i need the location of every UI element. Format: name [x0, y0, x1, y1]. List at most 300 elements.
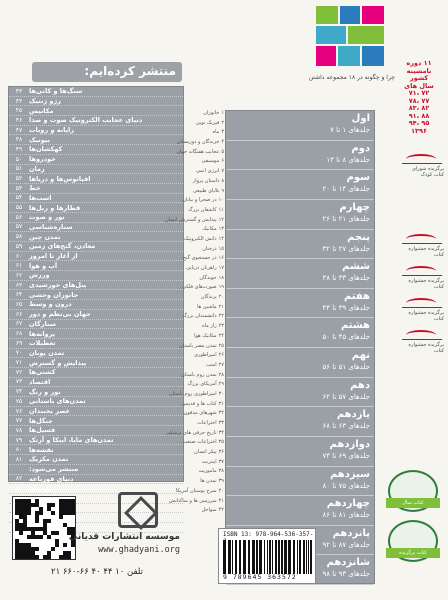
item-title: مکانیک: [202, 226, 217, 233]
item-title: اینترنت: [201, 458, 217, 465]
barcode-bar: [272, 540, 273, 574]
badge-line: ۱۱ دوره: [406, 59, 432, 67]
item-title: اقیانوس‌ها و دریاها: [29, 174, 91, 183]
volume-name: چهارم: [339, 201, 370, 213]
series-volume: [226, 141, 374, 171]
list-item: [9, 213, 183, 223]
item-title: درون و وسط: [29, 300, 72, 309]
item-number: ۹: [221, 187, 224, 194]
item-number: ۵۰: [15, 155, 23, 163]
item-title: مکانیک هوا: [194, 332, 217, 339]
item-title: صورت‌های فلکی: [182, 284, 217, 291]
list-item: [9, 252, 183, 262]
item-number: ۶: [221, 158, 224, 165]
published-heading: منتشر کرده‌ایم:: [32, 62, 182, 82]
series-volume: [226, 289, 374, 319]
item-title: خزندگان و دوزیستان: [176, 139, 220, 146]
badge-year: ۸۲ ،۸۳: [408, 104, 430, 112]
list-item: [182, 313, 224, 323]
qr-cell: [35, 519, 39, 523]
item-title: امپراطوری: [194, 352, 217, 359]
item-number: ۱۵: [218, 245, 224, 252]
item-number: ۶۹: [15, 339, 23, 347]
item-title: جانوران: [203, 110, 220, 116]
item-number: ۳۱: [218, 400, 224, 407]
award-text: برگزیده شورای کتاب کودک: [411, 166, 444, 178]
list-item: [186, 226, 224, 236]
item-title: جوندگان: [199, 274, 217, 281]
item-title: تمدن مکزیک: [29, 455, 69, 464]
series-volume: [226, 170, 374, 200]
award-item: [380, 230, 444, 260]
item-number: ۱۴: [218, 235, 224, 242]
item-title: راهزنان دریایی: [186, 265, 217, 271]
item-title: اسب: [206, 361, 217, 368]
item-number: ۴: [221, 139, 224, 146]
item-title: تمدن مصر باستان: [179, 342, 217, 349]
volume-range: جلدهای ۳۳ تا ۳۸: [322, 274, 370, 283]
item-number: ۴۶: [15, 116, 23, 124]
item-number: ۱۶: [218, 255, 224, 262]
volume-name: دوم: [351, 142, 370, 154]
barcode-bar: [284, 540, 287, 574]
item-number: ۸۲: [15, 475, 23, 483]
item-number: ۷۱: [15, 359, 23, 367]
series-volume: [226, 467, 374, 497]
item-number: ۳۵: [218, 439, 224, 446]
item-number: ۴۴: [15, 97, 23, 105]
list-item: [182, 439, 224, 449]
barcode-bar: [239, 540, 241, 574]
volume-range: جلدهای ۲۱ تا ۲۶: [322, 214, 370, 223]
item-number: ۴۳: [15, 87, 23, 95]
item-title: کهکشان‌ها: [29, 145, 63, 154]
item-title: داستان پرواز: [192, 177, 220, 184]
item-title: بیونیک: [29, 135, 50, 144]
medal-label: کتاب سال: [386, 498, 440, 508]
item-number: ۵۸: [15, 233, 23, 241]
list-item: [186, 381, 224, 391]
barcode-bar: [288, 540, 291, 574]
series-volume: [226, 437, 374, 467]
item-number: ۲۵: [218, 342, 224, 349]
volume-range: جلدهای ۵۷ تا ۶۲: [322, 392, 370, 401]
series-volume: [226, 111, 374, 141]
item-title: بلایای طبیعی: [192, 187, 220, 194]
barcode-bar: [297, 540, 298, 574]
item-number: ۱۲: [218, 216, 224, 223]
list-item: [9, 320, 183, 330]
list-item: [175, 487, 224, 498]
list-item: [9, 475, 183, 485]
item-number: ۳۴: [218, 429, 224, 436]
item-number: ۴۸: [15, 136, 23, 144]
item-number: ۸: [221, 177, 224, 184]
qr-cell: [71, 511, 75, 515]
qr-cell: [55, 543, 59, 547]
published-titles-panel: [8, 62, 184, 586]
barcode-bar: [256, 540, 258, 574]
qr-cell: [55, 531, 59, 535]
badge-line: سال های: [404, 81, 434, 90]
qr-cell: [71, 543, 75, 547]
item-number: ۶۴: [15, 291, 23, 299]
item-title: تعطیلات: [29, 339, 56, 348]
list-item: [182, 284, 224, 294]
qr-cell: [39, 535, 43, 539]
list-item: [176, 148, 224, 159]
item-number: ۴۵: [15, 107, 23, 115]
list-item: [186, 333, 224, 343]
list-item: [9, 106, 183, 116]
volume-range: جلدهای ۴۵ تا ۵۰: [322, 333, 370, 342]
list-item: [186, 188, 224, 198]
volume-name: هشتم: [340, 320, 370, 332]
volume-range: جلدهای ۱ تا ۷: [330, 126, 370, 134]
list-item: [9, 203, 183, 213]
barcode-bar: [310, 540, 312, 574]
list-item: [186, 468, 224, 478]
list-item: [186, 129, 224, 139]
volume-range: جلدهای ۶۳ تا ۶۸: [322, 422, 370, 431]
volume-name: دهم: [350, 379, 370, 391]
volume-range: جلدهای ۹۳ تا ۹۸: [322, 570, 370, 579]
item-number: ۶۸: [15, 330, 23, 338]
item-title: امپراطوری روم باستان: [169, 390, 217, 397]
item-title: نور و صوت: [29, 213, 65, 222]
item-title: اسب‌ها: [29, 193, 52, 202]
item-number: ۵۶: [15, 213, 23, 221]
item-title: نقشه‌ها: [29, 445, 54, 454]
item-title: زژو ژنتیک: [29, 97, 61, 106]
medal-label: کتاب برگزیده: [386, 548, 440, 558]
item-title: معادن، گنج‌های زمین: [29, 242, 96, 251]
item-title: خط: [29, 184, 41, 193]
award-text: برگزیده جشنواره کتاب: [408, 342, 444, 354]
item-title: موسیقی: [201, 158, 220, 165]
item-number: ۱۹: [218, 284, 224, 291]
item-title: جهان بی‌نظم و دور: [29, 310, 91, 319]
barcode-bar: [243, 540, 246, 574]
volume-name: پانزدهم: [332, 527, 370, 539]
list-item: [9, 145, 183, 155]
series-volume: [226, 200, 374, 230]
item-number: ۸۰: [15, 446, 23, 454]
list-item: [166, 429, 224, 440]
qr-cell: [51, 511, 55, 515]
item-title: در صحرا و بیابان: [182, 197, 217, 204]
list-item: [176, 139, 224, 149]
list-item: [9, 397, 183, 407]
item-number: ۷۷: [15, 417, 23, 425]
item-number: ۲۸: [218, 371, 224, 378]
item-number: ۷۲: [15, 368, 23, 376]
item-number: ۵۹: [15, 242, 23, 250]
item-number: ۱۰: [218, 197, 224, 204]
item-title: دانش الکترونیک: [183, 235, 217, 242]
item-number: ۵: [221, 148, 224, 155]
volume-range: جلدهای ۱۴ تا ۲۰: [322, 185, 370, 194]
badge-year: ۱۳۹۶: [411, 126, 427, 135]
list-item: [186, 265, 224, 275]
qr-cell: [27, 511, 31, 515]
qr-cell: [67, 555, 71, 559]
list-item: [9, 349, 183, 359]
item-title: خودروها: [29, 155, 56, 164]
item-number: ۵۱: [15, 165, 23, 173]
list-item: [9, 465, 183, 475]
volume-name: ششم: [342, 261, 370, 273]
volume-name: شانزدهم: [326, 557, 370, 569]
list-item: [9, 184, 183, 194]
item-title: تمدن یونان: [29, 348, 65, 357]
qr-cell: [63, 543, 67, 547]
item-number: ۱۱: [218, 206, 224, 213]
signature-icon: [402, 152, 442, 164]
item-number: ۱۸: [218, 274, 224, 281]
qr-cell: [35, 547, 39, 551]
item-number: ۲۷: [218, 361, 224, 368]
item-title: دنیای عجایب الکترونیک صوت و صدا: [29, 116, 143, 125]
item-number: ۲: [221, 119, 224, 126]
item-title: پرندگان: [200, 294, 217, 301]
list-item: [9, 165, 183, 175]
barcode-bar: [281, 540, 283, 574]
volume-name: سیزدهم: [329, 468, 370, 480]
item-number: ۴۷: [15, 126, 23, 134]
item-number: ۱۳: [218, 226, 224, 233]
publisher-name: موسسه انتشارات قدیانی: [68, 532, 180, 542]
item-title: ماموریت: [198, 468, 217, 475]
item-title: منتشر می‌شود:: [29, 465, 79, 474]
list-item: [182, 197, 224, 207]
item-number: ۸۱: [15, 455, 23, 463]
item-number: ۴۱: [218, 497, 224, 504]
qr-cell: [35, 555, 39, 559]
item-title: اختراعات صنعت: [182, 439, 217, 446]
qr-cell: [47, 519, 51, 523]
item-title: نور و رنگ: [29, 387, 61, 396]
item-title: آمریکای بزرگ: [187, 381, 217, 388]
qr-cell: [47, 555, 51, 559]
item-title: تمدن چین: [29, 232, 61, 241]
item-number: ۱۷: [218, 265, 224, 271]
publisher-phone: تلفن ۱۰ ۴۴ ۴۰ ۶۶-۶۶۰ ۲۱: [51, 567, 143, 577]
barcode-bar: [232, 540, 233, 574]
volume-name: پنجم: [347, 231, 370, 243]
list-item: [9, 407, 183, 417]
item-title: اقتصاد: [29, 377, 51, 386]
series-volume: [226, 407, 374, 437]
item-number: ۷۵: [15, 397, 23, 405]
publisher-block: [8, 492, 184, 582]
item-number: ۶۰: [15, 252, 23, 260]
item-number: ۷۳: [15, 378, 23, 386]
barcode-bar: [228, 540, 231, 574]
list-item: [186, 449, 224, 459]
list-item: [186, 478, 224, 488]
item-title: عصر یخبندان: [29, 407, 71, 416]
qr-cell: [39, 511, 43, 515]
item-number: ۵۴: [15, 194, 23, 202]
item-number: ۶۷: [15, 320, 23, 328]
item-number: ۲۳: [218, 323, 224, 330]
list-item: [9, 116, 183, 126]
award-text: برگزیده جشنواره کتاب: [408, 278, 444, 290]
medal-icon: [388, 470, 438, 512]
barcode-bar: [278, 540, 280, 574]
item-title: انرژی اتمی: [196, 168, 220, 175]
item-title: اختراعات: [197, 420, 217, 426]
badge-line: کشور: [409, 74, 429, 82]
list-item: [186, 110, 224, 120]
item-title: عجایب هفتگانه جهان: [176, 148, 220, 155]
barcode-bar: [264, 540, 265, 574]
list-item: [9, 155, 183, 165]
list-item: [9, 194, 183, 204]
list-item: [9, 455, 183, 465]
award-text: برگزیده جشنواره کتاب: [408, 310, 444, 322]
list-item: [165, 216, 224, 227]
item-title: تمدن روم باستان: [181, 371, 217, 378]
item-number: ۳۳: [218, 420, 224, 426]
barcode-bar: [259, 540, 262, 574]
list-item: [186, 459, 224, 469]
item-title: پنل‌های خورشیدی: [29, 281, 87, 290]
volume-name: دوازدهم: [329, 438, 370, 450]
series-volume: [226, 348, 374, 378]
isbn-barcode: [218, 528, 316, 584]
publisher-logo-icon: [118, 492, 158, 528]
barcode-bar: [293, 540, 295, 574]
list-item: [9, 290, 183, 300]
list-item: [9, 174, 183, 184]
item-title: تمدن‌های مایا، اینکا و آزتک: [29, 436, 114, 445]
barcode-bar: [235, 540, 237, 574]
item-title: گربه‌ها: [29, 484, 51, 493]
tagline: چرا و چگونه در ۱۸ مجموعه داشتن: [308, 74, 395, 81]
list-item: [186, 362, 224, 372]
item-title: سواحل: [201, 507, 217, 514]
item-number: ۵۵: [15, 204, 23, 212]
list-item: [186, 207, 224, 217]
item-title: راز ماه: [201, 323, 217, 330]
list-item: [9, 261, 183, 271]
item-number: ۶۶: [15, 310, 23, 318]
series-volume: [226, 378, 374, 408]
series-volume: [226, 496, 374, 526]
list-item: [9, 310, 183, 320]
item-number: ۳۹: [218, 478, 224, 485]
list-item: [9, 300, 183, 310]
item-title: پیکر انسان: [194, 449, 217, 456]
signature-icon: [402, 232, 442, 244]
item-title: پیدایش و گسترش: [29, 358, 87, 367]
list-item: [183, 410, 224, 420]
item-number: ۶۳: [15, 281, 23, 289]
item-number: ۶۵: [15, 300, 23, 308]
item-title: آب و هوا: [29, 261, 58, 270]
item-title: پروانه‌ها: [29, 329, 56, 338]
item-title: جنگل‌ها: [29, 416, 53, 425]
list-item: [9, 416, 183, 426]
item-title: تمدن ها: [200, 478, 217, 485]
list-item: [186, 178, 224, 188]
volume-range: جلدهای ۲۷ تا ۳۲: [322, 244, 370, 253]
qr-cell: [51, 503, 55, 507]
list-item: [9, 223, 183, 233]
item-number: ۷۸: [15, 426, 23, 434]
item-title: دنیای قورباغه: [29, 474, 74, 483]
item-title: مکانیس: [29, 106, 54, 115]
badge-year: ۸۸ ،۹۱: [408, 111, 430, 120]
award-item: [380, 150, 444, 180]
item-number: ۳۷: [218, 458, 224, 465]
item-title: قطارها و ریل‌ها: [29, 203, 81, 212]
volume-range: جلدهای ۶۹ تا ۷۴: [322, 451, 370, 460]
series-volume: [226, 259, 374, 289]
medal-icon: [388, 520, 438, 562]
series-volume: [226, 318, 374, 348]
list-item: [9, 271, 183, 281]
item-number: ۲۹: [218, 381, 224, 388]
item-title: پیدایش و گسترش انسان: [165, 216, 217, 223]
item-number: ۵۲: [15, 175, 23, 183]
item-title: تاریخ حرفی های پزشکی: [166, 429, 217, 436]
signature-icon: [402, 296, 442, 308]
list-item: [9, 87, 183, 97]
item-title: ستاره‌شناسی: [29, 222, 73, 231]
series-logo: [316, 6, 384, 66]
list-item: [186, 275, 224, 285]
list-item: [181, 371, 224, 382]
list-item: [9, 368, 183, 378]
publisher-website: www.ghadyani.org: [98, 545, 180, 555]
item-title: دانشمندان بزرگ: [182, 313, 217, 320]
item-title: کشتی‌ها: [29, 368, 56, 377]
list-item: [9, 135, 183, 145]
barcode-bar: [252, 540, 255, 574]
barcode-bars: [223, 540, 313, 574]
list-item: [9, 445, 183, 455]
badge-year: ۷۲ ،۷۱: [408, 89, 430, 97]
volume-range: جلدهای ۸۱ تا ۸۶: [322, 511, 370, 520]
item-number: ۴۰: [218, 487, 224, 494]
item-title: ستارگان: [29, 319, 56, 328]
list-item: [9, 426, 183, 436]
item-number: ۶۲: [15, 271, 23, 279]
item-title: تمدن‌های باستانی: [29, 397, 86, 406]
item-number: ۵۳: [15, 184, 23, 192]
barcode-bar: [223, 540, 226, 574]
item-number: ۵۷: [15, 223, 23, 231]
item-number: ۷: [221, 168, 224, 175]
item-title: ماشین ها: [197, 303, 217, 310]
item-title: شهرهای مدفون: [183, 410, 217, 417]
volume-range: جلدهای ۳۹ تا ۴۴: [322, 303, 370, 312]
list-item: [186, 158, 224, 168]
list-item: [186, 168, 224, 178]
qr-cell: [59, 515, 63, 519]
barcode-bar: [275, 540, 277, 574]
list-item: [181, 400, 224, 411]
item-title: کتاب ها و قدیمی: [181, 400, 217, 407]
item-number: ۲۱: [218, 303, 224, 310]
item-number: ۴۲: [218, 507, 224, 514]
item-title: سرخ پوستان آمریکا: [175, 487, 217, 494]
volume-name: نهم: [351, 350, 370, 361]
item-number: ۲۲: [218, 313, 224, 320]
